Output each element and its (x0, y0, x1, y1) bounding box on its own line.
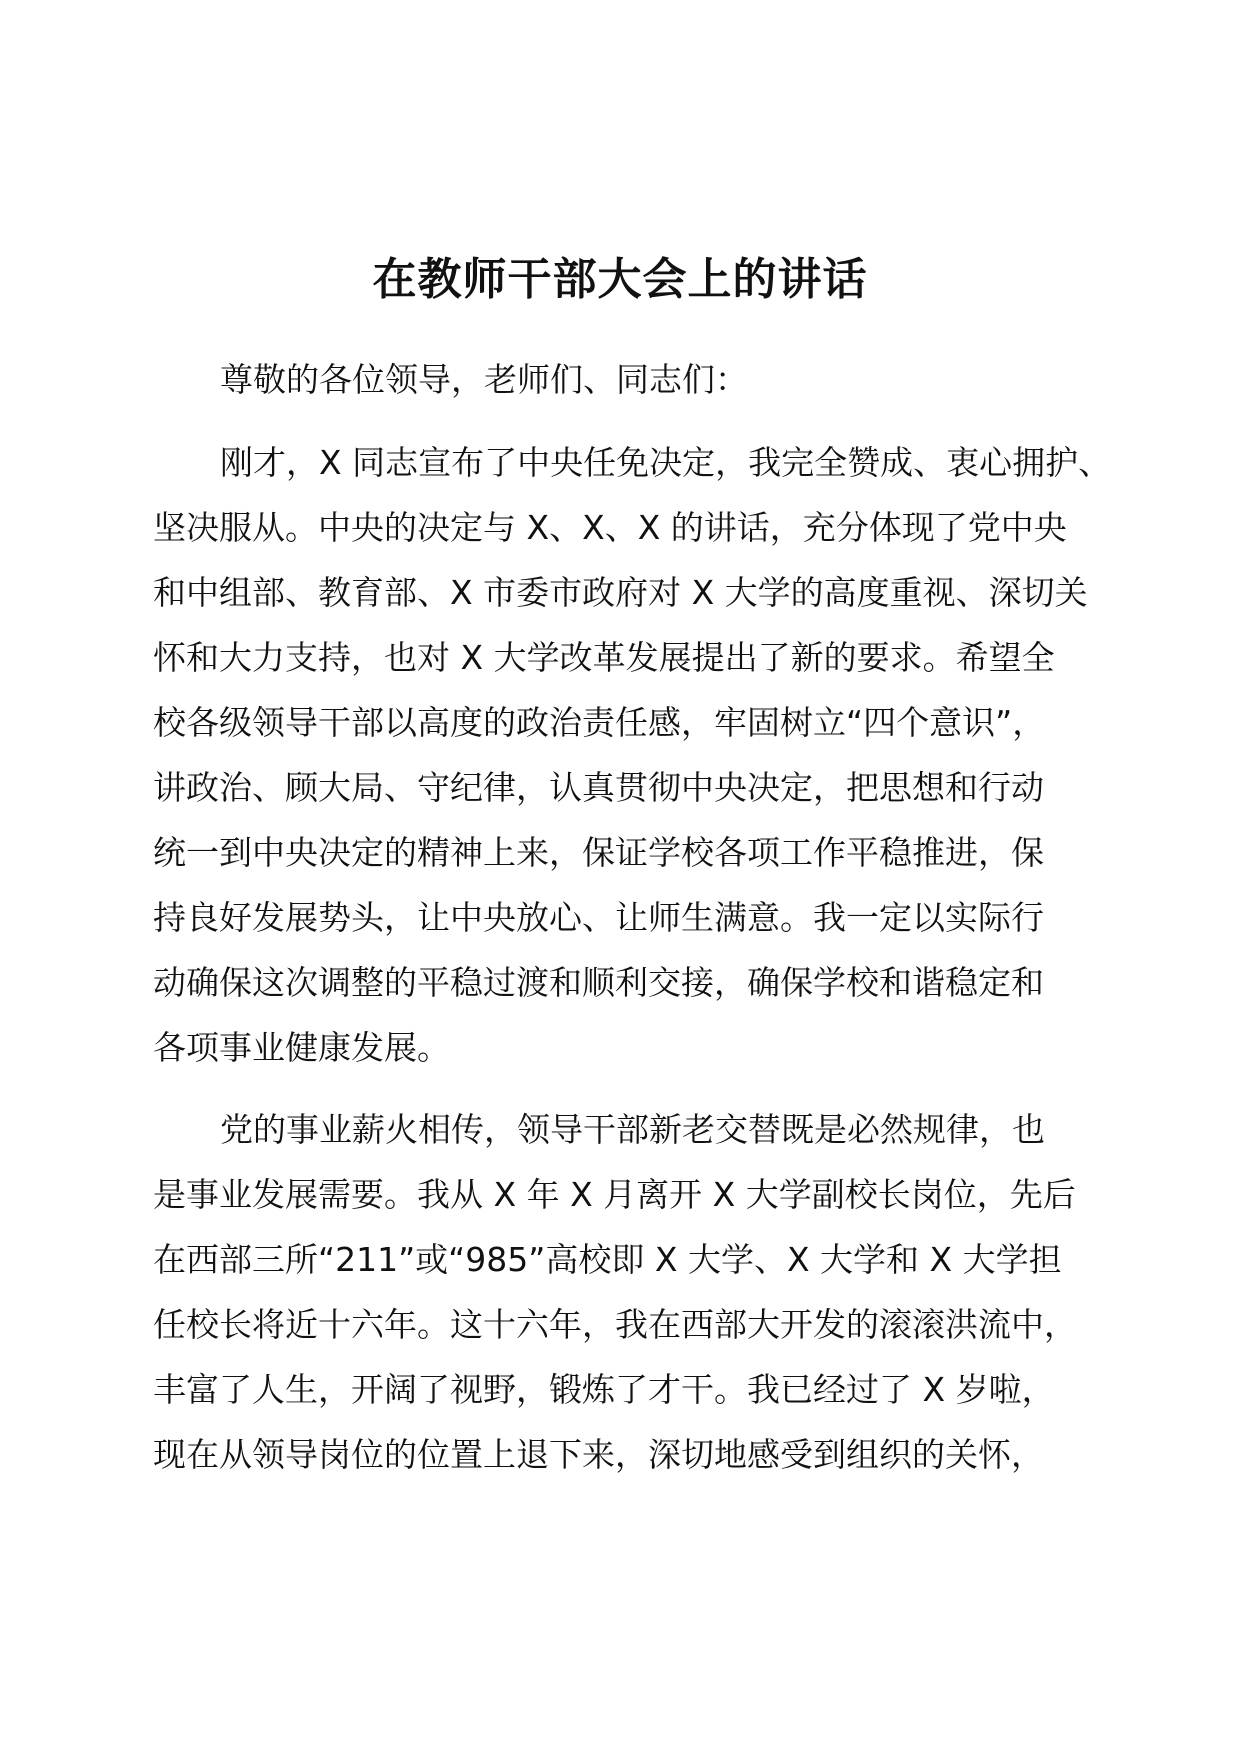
paragraph-line: 讲政治、顾大局、守纪律，认真贯彻中央决定，把思想和行动 (153, 768, 1044, 807)
paragraph-line: 刚才，X 同志宣布了中央任免决定，我完全赞成、衷心拥护、 (220, 443, 1112, 482)
paragraph-line: 现在从领导岗位的位置上退下来，深切地感受到组织的关怀， (153, 1435, 1044, 1474)
paragraph-1 (153, 430, 1113, 1080)
paragraph-line: 各项事业健康发展。 (153, 1028, 450, 1067)
paragraph-line: 丰富了人生，开阔了视野，锻炼了才干。我已经过了 X 岁啦， (153, 1370, 1055, 1409)
paragraph-line: 统一到中央决定的精神上来，保证学校各项工作平稳推进，保 (153, 833, 1044, 872)
salutation: 尊敬的各位领导，老师们、同志们： (220, 360, 748, 399)
paragraph-line: 动确保这次调整的平稳过渡和顺利交接，确保学校和谐稳定和 (153, 963, 1044, 1002)
paragraph-line: 坚决服从。中央的决定与 X、X、X 的讲话，充分体现了党中央 (153, 508, 1067, 547)
paragraph-line: 校各级领导干部以高度的政治责任感，牢固树立“四个意识”， (153, 703, 1046, 742)
paragraph-line: 党的事业薪火相传，领导干部新老交替既是必然规律，也 (220, 1110, 1045, 1149)
paragraph-line: 任校长将近十六年。这十六年，我在西部大开发的滚滚洪流中， (153, 1305, 1077, 1344)
paragraph-line: 在西部三所“211”或“985”高校即 X 大学、X 大学和 X 大学担 (153, 1240, 1062, 1279)
paragraph-line: 持良好发展势头，让中央放心、让师生满意。我一定以实际行 (153, 898, 1044, 937)
paragraph-line: 是事业发展需要。我从 X 年 X 月离开 X 大学副校长岗位，先后 (153, 1175, 1076, 1214)
paragraph-line: 怀和大力支持，也对 X 大学改革发展提出了新的要求。希望全 (153, 638, 1055, 677)
document-title: 在教师干部大会上的讲话 (372, 254, 868, 305)
paragraph-line: 和中组部、教育部、X 市委市政府对 X 大学的高度重视、深切关 (153, 573, 1088, 612)
paragraph-2 (153, 1097, 1113, 1487)
